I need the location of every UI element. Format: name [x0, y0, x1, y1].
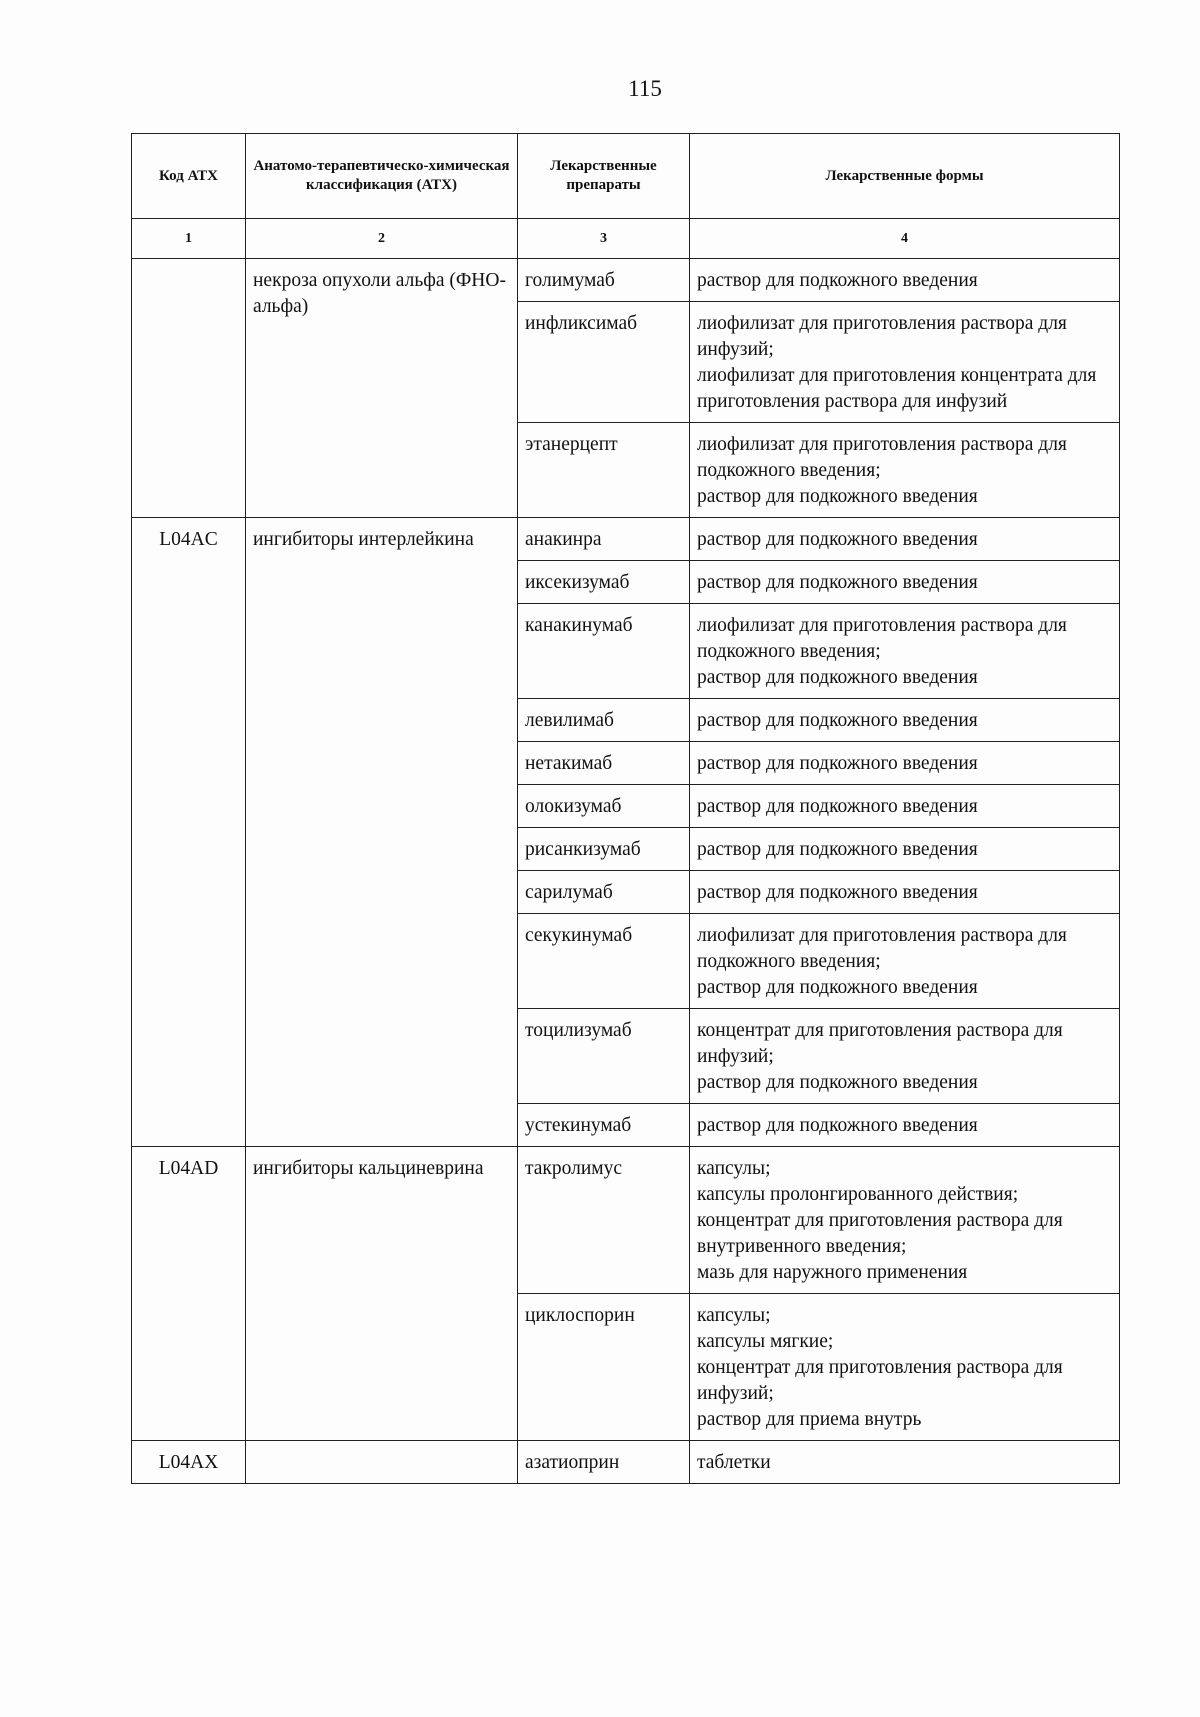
atx-classification-cell — [246, 1441, 518, 1484]
dosage-form-entry: капсулы; — [697, 1158, 771, 1179]
table-row — [132, 1441, 1120, 1484]
header-drugs: Лекарственные препараты — [518, 134, 690, 219]
dosage-form-entry: капсулы пролонгированного действия; — [697, 1184, 1019, 1205]
dosage-forms-cell — [690, 742, 1120, 785]
drug-name-cell: устекинумаб — [518, 1104, 690, 1147]
dosage-forms-cell — [690, 1009, 1120, 1104]
dosage-form-entry: концентрат для приготовления раствора для внутривенного введения; — [697, 1210, 1063, 1257]
drug-name-cell: олокизумаб — [518, 785, 690, 828]
dosage-form-entry: раствор для подкожного введения — [697, 882, 978, 903]
dosage-form-entry: раствор для подкожного введения — [697, 270, 978, 291]
dosage-form-entry: раствор для подкожного введения — [697, 753, 978, 774]
dosage-forms-cell — [690, 828, 1120, 871]
dosage-forms-cell — [690, 699, 1120, 742]
dosage-form-entry: раствор для подкожного введения — [697, 529, 978, 550]
drug-name-cell: рисанкизумаб — [518, 828, 690, 871]
dosage-forms-cell — [690, 1147, 1120, 1294]
dosage-form-entry: капсулы мягкие; — [697, 1331, 834, 1352]
atx-classification-cell: ингибиторы интерлейкина — [246, 518, 518, 1147]
drug-name-cell: циклоспорин — [518, 1294, 690, 1441]
dosage-form-entry: лиофилизат для приготовления раствора для инфузий; — [697, 313, 1067, 360]
dosage-forms-cell — [690, 518, 1120, 561]
dosage-forms-cell — [690, 785, 1120, 828]
atx-table — [131, 133, 1120, 1484]
dosage-forms-cell — [690, 259, 1120, 302]
header-atx-classification: Анатомо-терапевтическо-химическая классификация (АТХ) — [246, 134, 518, 219]
dosage-forms-cell — [690, 423, 1120, 518]
drug-name-cell: инфликсимаб — [518, 302, 690, 423]
dosage-forms-cell — [690, 1104, 1120, 1147]
dosage-form-entry: раствор для подкожного введения — [697, 710, 978, 731]
drug-name-cell: нетакимаб — [518, 742, 690, 785]
drug-name-cell: сарилумаб — [518, 871, 690, 914]
drug-name-cell: левилимаб — [518, 699, 690, 742]
dosage-form-entry: раствор для подкожного введения — [697, 977, 978, 998]
dosage-form-entry: лиофилизат для приготовления раствора для подкожного введения; — [697, 615, 1067, 662]
header-row — [132, 134, 1120, 219]
dosage-form-entry: раствор для подкожного введения — [697, 1115, 978, 1136]
dosage-forms-cell — [690, 604, 1120, 699]
drug-name-cell: анакинра — [518, 518, 690, 561]
dosage-forms-cell — [690, 1441, 1120, 1484]
dosage-form-entry: таблетки — [697, 1452, 771, 1473]
drug-name-cell: иксекизумаб — [518, 561, 690, 604]
drug-name-cell: канакинумаб — [518, 604, 690, 699]
dosage-form-entry: раствор для подкожного введения — [697, 667, 978, 688]
column-number-row — [132, 219, 1120, 259]
column-number: 2 — [246, 219, 518, 259]
dosage-forms-cell — [690, 1294, 1120, 1441]
drug-name-cell: этанерцепт — [518, 423, 690, 518]
dosage-forms-cell — [690, 561, 1120, 604]
dosage-form-entry: лиофилизат для приготовления раствора для подкожного введения; — [697, 434, 1067, 481]
column-number: 3 — [518, 219, 690, 259]
header-dosage-forms: Лекарственные формы — [690, 134, 1120, 219]
column-number: 4 — [690, 219, 1120, 259]
dosage-form-entry: лиофилизат для приготовления раствора для подкожного введения; — [697, 925, 1067, 972]
dosage-forms-cell — [690, 914, 1120, 1009]
table-row — [132, 259, 1120, 302]
header-atx-code: Код АТХ — [132, 134, 246, 219]
table-body — [132, 259, 1120, 1484]
column-number: 1 — [132, 219, 246, 259]
atx-classification-cell: некроза опухоли альфа (ФНО-альфа) — [246, 259, 518, 518]
atx-classification-cell: ингибиторы кальциневрина — [246, 1147, 518, 1441]
drug-name-cell: азатиоприн — [518, 1441, 690, 1484]
dosage-form-entry: раствор для подкожного введения — [697, 486, 978, 507]
dosage-form-entry: раствор для подкожного введения — [697, 839, 978, 860]
atx-code-cell — [132, 259, 246, 518]
dosage-form-entry: раствор для подкожного введения — [697, 1072, 978, 1093]
table-row — [132, 1147, 1120, 1294]
table-row — [132, 518, 1120, 561]
dosage-form-entry: капсулы; — [697, 1305, 771, 1326]
drug-name-cell: такролимус — [518, 1147, 690, 1294]
drug-name-cell: голимумаб — [518, 259, 690, 302]
dosage-form-entry: концентрат для приготовления раствора для инфузий; — [697, 1357, 1063, 1404]
dosage-forms-cell — [690, 302, 1120, 423]
dosage-forms-cell — [690, 871, 1120, 914]
dosage-form-entry: раствор для подкожного введения — [697, 572, 978, 593]
dosage-form-entry: лиофилизат для приготовления концентрата для приготовления раствора для инфузий — [697, 365, 1097, 412]
drug-name-cell: секукинумаб — [518, 914, 690, 1009]
dosage-form-entry: раствор для приема внутрь — [697, 1409, 922, 1430]
page-number: 115 — [628, 76, 662, 101]
dosage-form-entry: раствор для подкожного введения — [697, 796, 978, 817]
drug-name-cell: тоцилизумаб — [518, 1009, 690, 1104]
dosage-form-entry: концентрат для приготовления раствора для инфузий; — [697, 1020, 1063, 1067]
atx-code-cell: L04AX — [132, 1441, 246, 1484]
dosage-form-entry: мазь для наружного применения — [697, 1262, 968, 1283]
atx-code-cell: L04AC — [132, 518, 246, 1147]
atx-code-cell: L04AD — [132, 1147, 246, 1441]
